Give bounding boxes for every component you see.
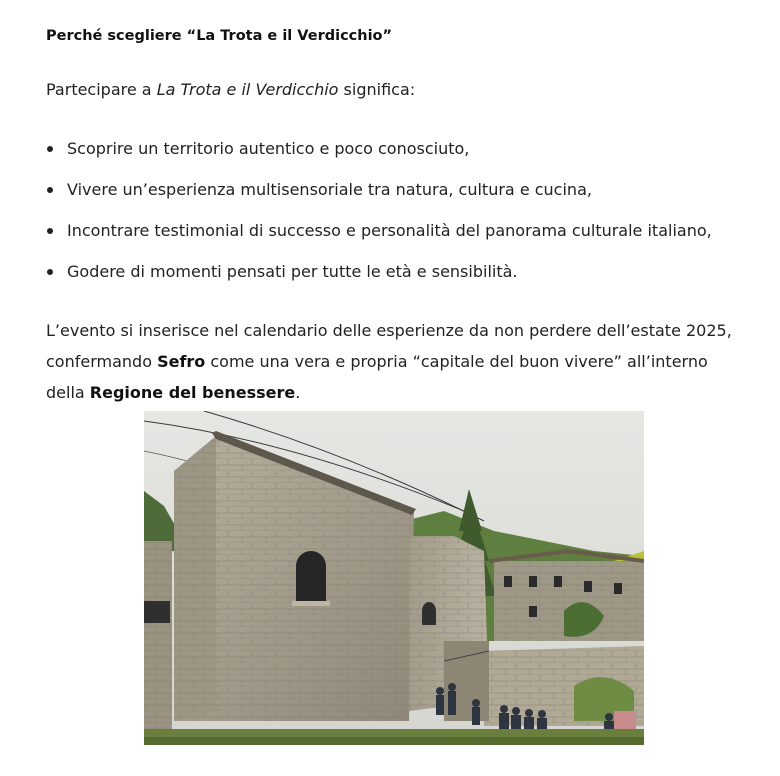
section-heading: Perché scegliere “La Trota e il Verdicchio” xyxy=(46,28,393,44)
bullet-icon xyxy=(47,146,53,152)
list-item-text: Scoprire un territorio autentico e poco conosciuto, xyxy=(67,139,470,158)
intro-after: significa: xyxy=(338,80,416,99)
event-paragraph xyxy=(46,315,746,408)
region-bold: Regione del benessere xyxy=(89,383,296,402)
bullet-icon xyxy=(47,187,53,193)
sefro-bold: Sefro xyxy=(157,352,206,371)
list-item xyxy=(46,259,712,300)
stone-tower-building-photo xyxy=(144,411,644,745)
list-item xyxy=(46,177,712,218)
list-item xyxy=(46,136,712,177)
benefits-list xyxy=(46,136,712,300)
paragraph-part-1: L’evento si inserisce nel calendario delle esperienze da non perdere dell’estate 2025, confermando xyxy=(46,321,732,371)
list-item-text: Godere di momenti pensati per tutte le età e sensibilità. xyxy=(67,262,518,281)
intro-before: Partecipare a xyxy=(46,80,157,99)
intro-text xyxy=(46,80,415,99)
bullet-icon xyxy=(47,269,53,275)
paragraph-part-3: . xyxy=(295,383,301,402)
paragraph-part-2: come una vera e propria “capitale del buon vivere” all’interno della xyxy=(46,352,708,402)
list-item-text: Vivere un’esperienza multisensoriale tra natura, cultura e cucina, xyxy=(67,180,592,199)
list-item xyxy=(46,218,712,259)
list-item-text: Incontrare testimonial di successo e personalità del panorama culturale italiano, xyxy=(67,221,712,240)
event-title-italic: La Trota e il Verdicchio xyxy=(156,80,339,99)
bullet-icon xyxy=(47,228,53,234)
